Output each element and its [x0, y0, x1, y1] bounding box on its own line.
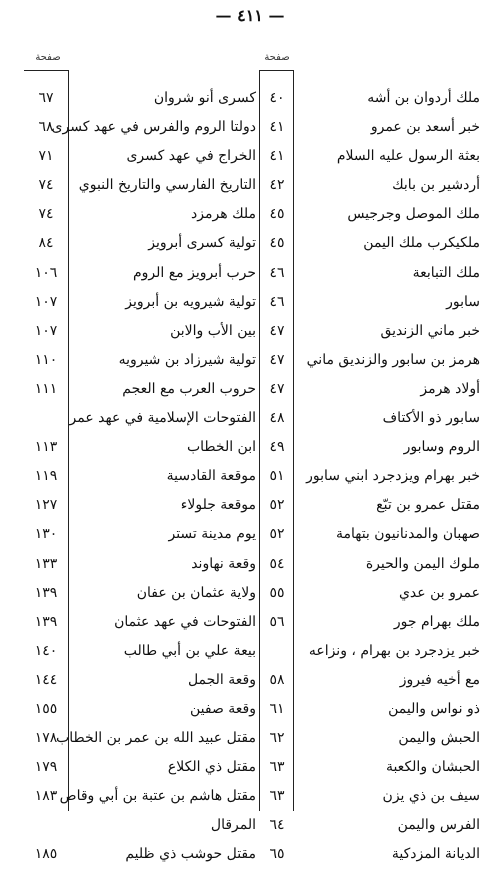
entry-page-right: ٥٦ — [269, 613, 285, 630]
toc-row — [0, 491, 500, 520]
entry-title-right: ملوك اليمن والحيرة — [365, 555, 480, 572]
toc-row — [0, 84, 500, 113]
entry-title-right: سابور ذو الأكتاف — [382, 410, 480, 427]
table-of-contents — [0, 84, 500, 870]
entry-title-left: الفتوحات الإسلامية في عهد عمر — [69, 410, 256, 427]
entry-title-right: الروم وسابور — [403, 439, 480, 456]
toc-row — [0, 579, 500, 608]
entry-page-left: ٧٤ — [38, 206, 54, 223]
toc-row — [0, 375, 500, 404]
entry-title-left: التاريخ الفارسي والتاريخ النبوي — [78, 177, 256, 194]
entry-title-left: مقتل عبيد الله بن عمر بن الخطاب — [56, 730, 256, 747]
entry-title-left: موقعة جلولاء — [180, 497, 256, 514]
entry-page-left: ١٣٩ — [34, 584, 58, 601]
toc-row — [0, 229, 500, 258]
entry-page-left: ١٠٦ — [34, 264, 58, 281]
entry-title-right: سيف بن ذي يزن — [382, 788, 480, 805]
entry-title-left: ولاية عثمان بن عفان — [136, 584, 256, 601]
toc-row — [0, 142, 500, 171]
toc-row — [0, 200, 500, 229]
entry-page-right: ٤٦ — [269, 264, 285, 281]
entry-title-right: أردشير بن بابك — [392, 177, 480, 194]
entry-page-left: ١٧٨ — [34, 730, 58, 747]
entry-title-right: ملك الموصل وجرجيس — [347, 206, 480, 223]
entry-page-left: ١٥٥ — [34, 700, 58, 717]
entry-title-right: صهبان والمدنانيون بتهامة — [335, 526, 480, 543]
entry-page-right: ٥٤ — [269, 555, 285, 572]
entry-page-left: ٧٤ — [38, 177, 54, 194]
entry-page-left: ١٨٥ — [34, 846, 58, 863]
entry-title-left: ملك هرمزد — [191, 206, 256, 223]
entry-page-left: ١٠٧ — [34, 293, 58, 310]
entry-title-left: تولية كسرى أبرويز — [148, 235, 256, 252]
entry-page-right: ٤٨ — [269, 410, 285, 427]
entry-title-right: الفرس واليمن — [397, 817, 480, 834]
entry-title-right: مع أخيه فيروز — [399, 671, 480, 688]
toc-row — [0, 288, 500, 317]
entry-title-left: حرب أبرويز مع الروم — [132, 264, 256, 281]
toc-row — [0, 608, 500, 637]
entry-title-left: يوم مدينة تستر — [168, 526, 256, 543]
entry-page-left: ١١١ — [34, 380, 58, 397]
entry-page-right: ٤٥ — [269, 206, 285, 223]
entry-page-right: ٦٣ — [269, 788, 285, 805]
entry-page-right: ٦٥ — [269, 846, 285, 863]
entry-title-right: ملكيكرب ملك اليمن — [363, 235, 480, 252]
entry-title-left: مقتل ذي الكلاع — [167, 759, 256, 776]
entry-title-right: ملك بهرام جور — [393, 613, 480, 630]
entry-page-left: ١١٣ — [34, 439, 58, 456]
entry-page-right: ٤٠ — [269, 90, 285, 106]
entry-title-left: كسرى أنو شروان — [153, 90, 256, 106]
entry-page-left: ١٣٠ — [34, 526, 58, 543]
entry-page-right: ٤٧ — [269, 351, 285, 368]
toc-row — [0, 811, 500, 840]
entry-title-right: عمرو بن عدي — [398, 584, 480, 601]
toc-row — [0, 259, 500, 288]
entry-page-left: ١٨٣ — [34, 788, 58, 805]
entry-page-right: ٦١ — [269, 700, 285, 717]
entry-page-left: ١١٠ — [34, 351, 58, 368]
entry-page-right: ٥٥ — [269, 584, 285, 601]
entry-page-right: ٤١ — [269, 148, 285, 165]
page-column-header-left: صفحة — [35, 52, 61, 63]
entry-title-right: الحبش واليمن — [398, 730, 480, 747]
header-rule-left — [24, 70, 68, 71]
toc-row — [0, 782, 500, 811]
entry-title-left: دولتا الروم والفرس في عهد كسرى — [51, 119, 256, 136]
entry-page-right: ٦٢ — [269, 730, 285, 747]
entry-page-left: ١١٩ — [34, 468, 58, 485]
entry-title-right: خبر يزدجرد بن بهرام ، ونزاعه — [308, 642, 480, 659]
entry-page-right: ٥٢ — [269, 526, 285, 543]
entry-title-right: سابور — [446, 293, 480, 310]
entry-page-right: ٥١ — [269, 468, 285, 485]
entry-title-right: خبر أسعد بن عمرو — [370, 119, 480, 136]
toc-row — [0, 695, 500, 724]
entry-title-right: الديانة المزدكية — [391, 846, 480, 863]
entry-page-right: ٤٦ — [269, 293, 285, 310]
entry-page-right: ٤٧ — [269, 322, 285, 339]
entry-title-left: المرقال — [210, 817, 256, 834]
entry-title-left: بيعة علي بن أبي طالب — [123, 642, 256, 659]
entry-title-right: ذو نواس واليمن — [388, 700, 480, 717]
entry-title-right: ملك أردوان بن أشه — [367, 90, 480, 106]
toc-row — [0, 346, 500, 375]
toc-row — [0, 753, 500, 782]
entry-page-left: ٨٤ — [38, 235, 54, 252]
entry-page-right: ٥٢ — [269, 497, 285, 514]
entry-page-left: ١٧٩ — [34, 759, 58, 776]
page-number: — ٤١١ — — [215, 6, 285, 25]
entry-title-left: مقتل هاشم بن عتبة بن أبي وقاص — [59, 788, 256, 805]
entry-title-left: بين الأب والابن — [170, 322, 256, 339]
entry-page-right: ٥٨ — [269, 671, 285, 688]
entry-page-left: ١٣٣ — [34, 555, 58, 572]
entry-title-left: تولية شيرويه بن أبرويز — [125, 293, 256, 310]
entry-title-left: الفتوحات في عهد عثمان — [114, 613, 256, 630]
entry-page-left: ٧١ — [38, 148, 54, 165]
toc-row — [0, 404, 500, 433]
header-rule-middle — [259, 70, 293, 71]
entry-title-left: وقعة الجمل — [187, 671, 256, 688]
entry-page-left: ١٣٩ — [34, 613, 58, 630]
entry-page-right: ٦٤ — [269, 817, 285, 834]
entry-page-left: ٦٧ — [38, 90, 54, 106]
entry-title-right: هرمز بن سابور والزنديق ماني — [306, 351, 480, 368]
toc-row — [0, 637, 500, 666]
toc-row — [0, 171, 500, 200]
entry-title-left: الخراج في عهد كسرى — [126, 148, 256, 165]
toc-row — [0, 113, 500, 142]
entry-title-right: أولاد هرمز — [420, 380, 480, 397]
entry-page-left: ٦٨ — [38, 119, 54, 136]
entry-page-right: ٤٢ — [269, 177, 285, 194]
entry-title-right: خبر بهرام ويزدجرد ابني سابور — [306, 468, 480, 485]
entry-title-left: وقعة نهاوند — [191, 555, 256, 572]
entry-title-right: مقتل عمرو بن تبّع — [376, 497, 480, 514]
entry-page-right: ٤٥ — [269, 235, 285, 252]
entry-page-left: ١٤٤ — [34, 671, 58, 688]
entry-title-left: وقعة صفين — [189, 700, 256, 717]
entry-title-left: ابن الخطاب — [186, 439, 256, 456]
entry-page-left: ١٤٠ — [34, 642, 58, 659]
toc-row — [0, 317, 500, 346]
toc-row — [0, 433, 500, 462]
entry-title-right: ملك التبابعة — [412, 264, 480, 281]
entry-page-right: ٤١ — [269, 119, 285, 136]
entry-page-left: ١٠٧ — [34, 322, 58, 339]
entry-title-left: موقعة القادسية — [166, 468, 256, 485]
toc-row — [0, 550, 500, 579]
entry-title-right: الحبشان والكعبة — [385, 759, 480, 776]
entry-title-left: تولية شيرزاد بن شيرويه — [118, 351, 256, 368]
entry-page-left: ١٢٧ — [34, 497, 58, 514]
entry-title-right: بعثة الرسول عليه السلام — [336, 148, 480, 165]
entry-title-right: خبر ماني الزنديق — [380, 322, 480, 339]
entry-page-right: ٦٣ — [269, 759, 285, 776]
entry-page-right: ٤٧ — [269, 380, 285, 397]
entry-title-left: حروب العرب مع العجم — [122, 380, 256, 397]
toc-row — [0, 666, 500, 695]
toc-row — [0, 520, 500, 549]
toc-row — [0, 462, 500, 491]
toc-row — [0, 724, 500, 753]
entry-page-right: ٤٩ — [269, 439, 285, 456]
toc-row — [0, 840, 500, 869]
entry-title-left: مقتل حوشب ذي ظليم — [125, 846, 256, 863]
page-column-header-middle: صفحة — [264, 52, 290, 63]
